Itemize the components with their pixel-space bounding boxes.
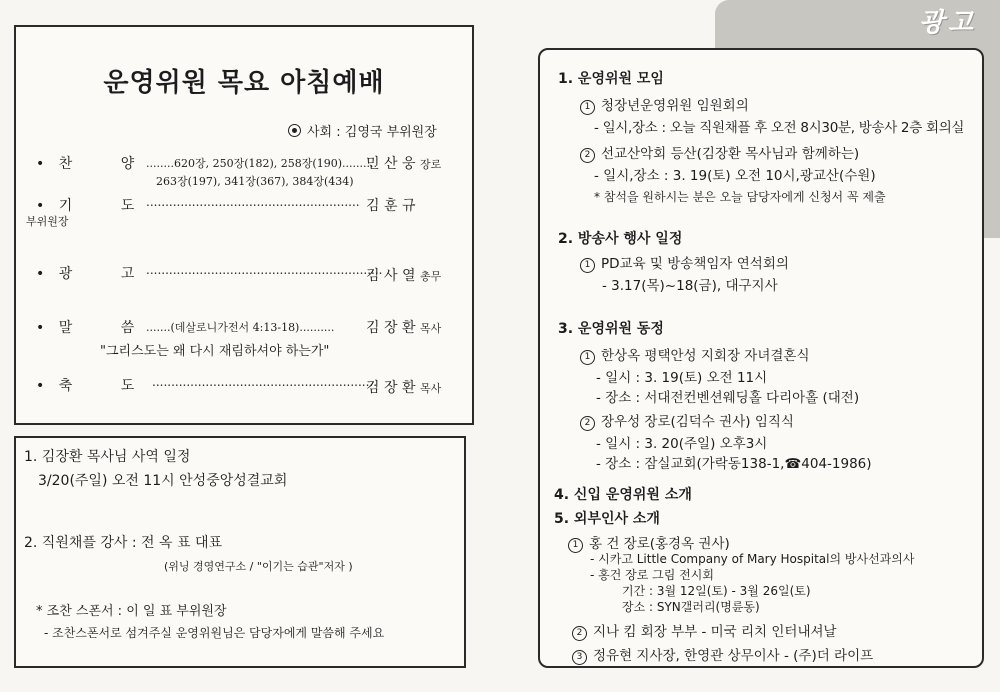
announce-person [366, 265, 441, 285]
s2-item-1 [580, 252, 789, 273]
announce-label: 광 고 [58, 266, 157, 282]
breakfast-sponsor: * 조찬 스폰서 : 이 일 표 부위원장 [36, 604, 227, 619]
presider-text: 사회 : 김영국 부위원장 [307, 125, 437, 140]
benediction-person-name: 김 장 환 [366, 380, 416, 396]
circled-number-icon: 2 [572, 626, 587, 641]
prayer-label: 기 도 [58, 198, 157, 214]
circled-number-icon: 1 [580, 350, 595, 365]
circled-number-icon: 2 [580, 148, 595, 163]
benediction-person-role: 목사 [419, 382, 442, 395]
prayer-person: 김 훈 규 [366, 198, 416, 214]
sermon-person-role: 목사 [419, 322, 442, 335]
s3-item-1-title: 한상옥 평택안성 지회장 자녀결혼식 [601, 348, 810, 364]
s5-item-1-place: 장소 : SYN갤러리(명륜동) [622, 600, 760, 614]
benediction-person [366, 377, 441, 397]
prayer-row [36, 195, 156, 215]
breakfast-sponsor-note: - 조찬스폰서로 섬겨주실 운영위원님은 담당자에게 말씀해 주세요 [44, 626, 385, 640]
hymn-row [36, 153, 156, 173]
s4-title: 4. 신입 운영위원 소개 [554, 487, 692, 503]
s5-item-2 [572, 620, 837, 641]
sermon-reference: .......(데살로니가전서 4:13-18).......... [146, 321, 335, 334]
sermon-person [366, 317, 441, 337]
sermon-row [36, 317, 156, 337]
s3-item-2-date: - 일시 : 3. 20(주일) 오후3시 [596, 436, 768, 452]
prayer-dots: ........................................................ [146, 195, 360, 209]
s5-title: 5. 외부인사 소개 [554, 511, 660, 527]
sermon-title: "그리스도는 왜 다시 재림하셔야 하는가" [100, 344, 330, 359]
worship-title: 운영위원 목요 아침예배 [103, 68, 385, 98]
s2-title: 2. 방송사 행사 일정 [558, 231, 683, 247]
ad-tab-label: 광고 [918, 8, 977, 38]
s1-item-2-note: * 참석을 원하시는 분은 오늘 담당자에게 신청서 꼭 제출 [594, 190, 886, 204]
hymn-person [366, 153, 441, 173]
hymn-numbers-1: ........620장, 250장(182), 258장(190).......... [146, 157, 377, 170]
s3-item-1 [580, 344, 810, 365]
prayer-role: 부위원장 [26, 215, 69, 228]
s5-item-2-title: 지나 킴 회장 부부 - 미국 리치 인터내셔날 [593, 624, 837, 640]
bullet-icon: • [36, 378, 45, 394]
presider-line [288, 121, 437, 140]
announce-person-name: 김 사 열 [366, 268, 416, 284]
circled-number-icon: 3 [572, 650, 587, 665]
s3-item-2 [580, 410, 794, 431]
s5-item-3-title: 정유현 지사장, 한영관 상무이사 - (주)더 라이프 [593, 648, 874, 664]
chapel-speaker-title: 2. 직원채플 강사 : 전 옥 표 대표 [24, 535, 222, 551]
circled-number-icon: 2 [580, 416, 595, 431]
s1-item-2-title: 선교산악회 등산(김장환 목사님과 함께하는) [601, 146, 860, 162]
s3-item-1-place: - 장소 : 서대전컨벤션웨딩홀 다리아홀 (대전) [596, 390, 860, 406]
announcements-box [538, 48, 984, 668]
s5-item-1-line1: - 시카고 Little Company of Mary Hospital의 방사선과의사 [590, 552, 915, 566]
target-bullet-icon [288, 124, 301, 137]
chapel-speaker-detail: (위닝 경영연구소 / "이기는 습관"저자 ) [164, 560, 353, 573]
s3-item-1-date: - 일시 : 3. 19(토) 오전 11시 [596, 370, 768, 386]
benediction-label: 축 도 [58, 378, 157, 394]
s3-item-2-place: - 장소 : 잠실교회(가락동138-1,☎404-1986) [596, 456, 872, 472]
s5-item-1-title: 홍 건 장로(홍경옥 권사) [589, 536, 730, 552]
hymn-person-role: 장로 [419, 158, 442, 171]
bullet-icon: • [36, 156, 45, 172]
circled-number-icon: 1 [568, 538, 583, 553]
announce-row [36, 263, 156, 283]
bullet-icon: • [36, 320, 45, 336]
s1-item-1 [580, 94, 749, 115]
hymn-numbers-2: 263장(197), 341장(367), 384장(434) [156, 175, 354, 188]
schedule-box [14, 436, 466, 668]
s1-item-2-detail: - 일시,장소 : 3. 19(토) 오전 10시,광교산(수원) [594, 168, 876, 184]
s3-title: 3. 운영위원 동정 [558, 321, 664, 337]
circled-number-icon: 1 [580, 100, 595, 115]
hymn-label: 찬 양 [58, 156, 157, 172]
announce-dots: .............................................................. [146, 263, 383, 277]
announce-person-role: 총무 [419, 270, 442, 283]
circled-number-icon: 1 [580, 258, 595, 273]
s1-item-1-detail: - 일시,장소 : 오늘 직원채플 후 오전 8시30분, 방송사 2층 회의실 [594, 120, 965, 136]
benediction-dots: ........................................................... [152, 375, 378, 389]
s5-item-1-line2: - 홍건 장로 그림 전시회 [590, 568, 714, 582]
s5-item-3 [572, 644, 873, 665]
hymn-person-name: 민 산 웅 [366, 156, 416, 172]
s1-item-2 [580, 142, 859, 163]
bullet-icon: • [36, 266, 45, 282]
ministry-schedule-title: 1. 김장환 목사님 사역 일정 [24, 449, 191, 465]
s1-title: 1. 운영위원 모임 [558, 71, 664, 87]
sermon-person-name: 김 장 환 [366, 320, 416, 336]
s3-item-2-title: 장우성 장로(김덕수 권사) 임직식 [601, 414, 794, 430]
worship-program-box [14, 25, 474, 425]
sermon-label: 말 씀 [58, 320, 157, 336]
ministry-schedule-detail: 3/20(주일) 오전 11시 안성중앙성결교회 [38, 473, 288, 489]
s1-item-1-title: 청장년운영위원 임원회의 [601, 98, 749, 114]
s2-item-1-detail: - 3.17(목)~18(금), 대구지사 [602, 278, 778, 294]
bullet-icon: • [36, 198, 45, 214]
benediction-row [36, 375, 156, 395]
s5-item-1-period: 기간 : 3월 12일(토) - 3월 26일(토) [622, 584, 811, 598]
s2-item-1-title: PD교육 및 방송책임자 연석회의 [601, 256, 789, 272]
